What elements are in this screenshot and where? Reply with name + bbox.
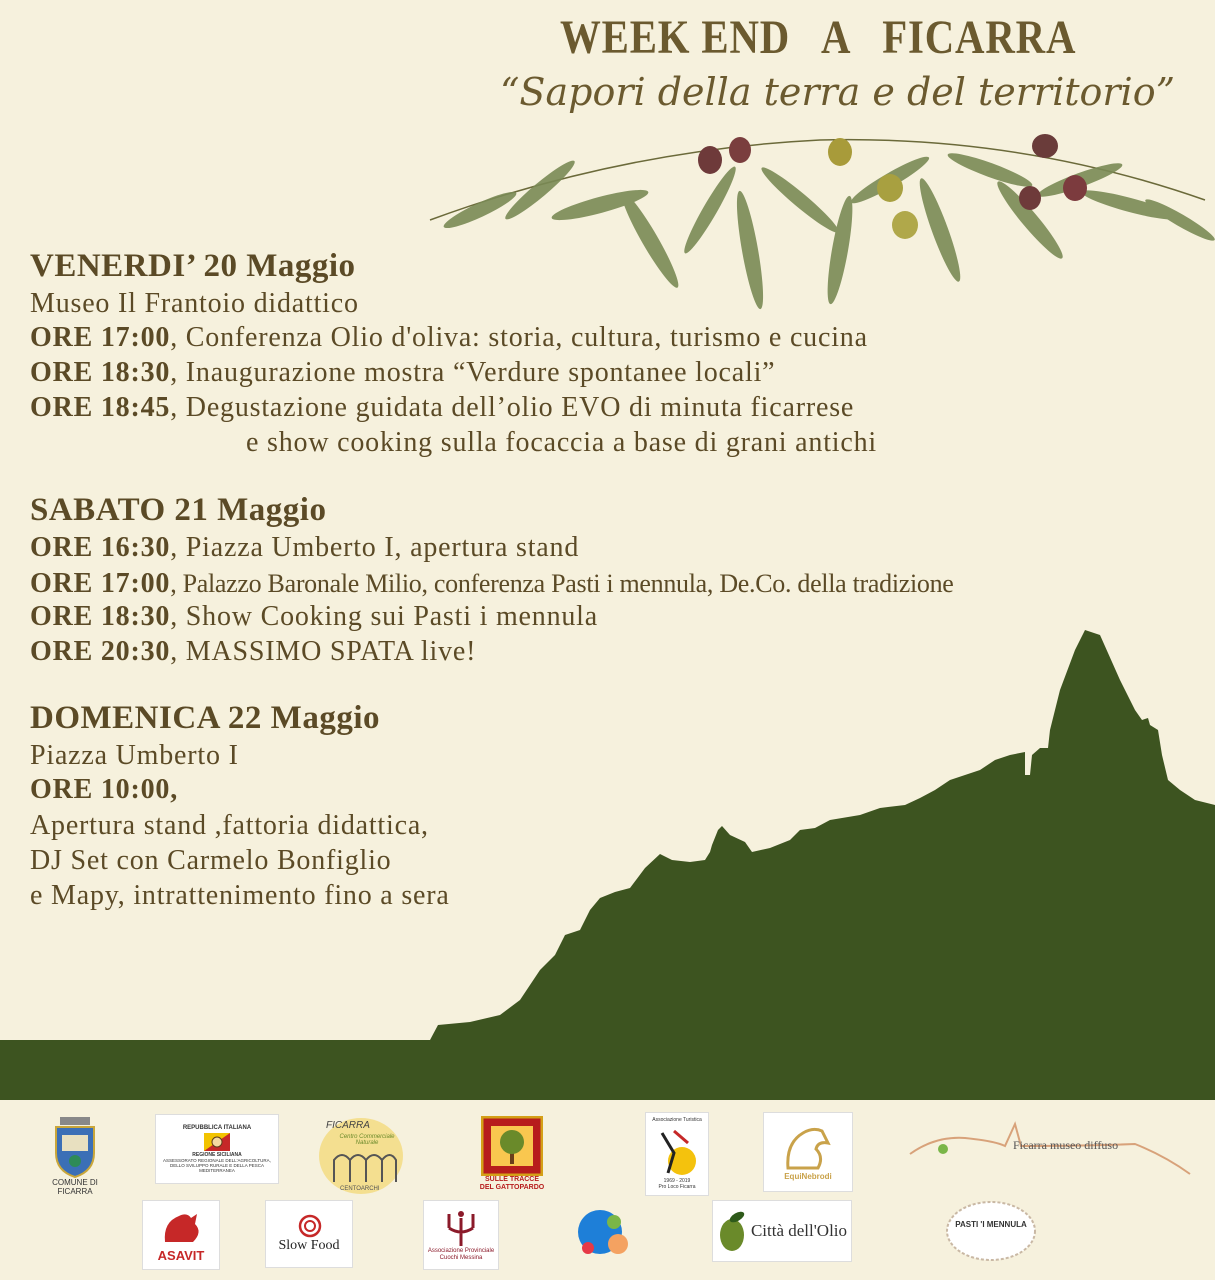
schedule-line: DJ Set con Carmelo Bonfiglio bbox=[30, 845, 392, 876]
ficarra-museo-diffuso-logo: Ficarra museo diffuso bbox=[905, 1116, 1195, 1176]
schedule-line: ORE 16:30, Piazza Umberto I, apertura stand bbox=[30, 532, 580, 563]
event-title: WEEK END A FICARRA bbox=[560, 11, 1077, 64]
ccn-centoarchi-logo: FICARRA Centro Commerciale Naturale CENTOARCHI bbox=[318, 1114, 404, 1196]
day-title-venerdi: VENERDI’ 20 Maggio bbox=[30, 248, 356, 284]
schedule-line: ORE 17:00, Palazzo Baronale Milio, conferenza Pasti i mennula, De.Co. della tradizione bbox=[30, 568, 954, 599]
pasti-mennula-logo: PASTI 'I MENNULA bbox=[945, 1200, 1037, 1262]
schedule-line: ORE 18:30, Inaugurazione mostra “Verdure spontanee locali” bbox=[30, 357, 776, 388]
venue-line: Museo Il Frantoio didattico bbox=[30, 288, 359, 319]
pro-loco-logo: Associazione Turistica 1969 - 2019 Pro Loco Ficarra bbox=[645, 1112, 709, 1196]
olive-branch-icon bbox=[420, 110, 1215, 320]
citta-olio-logo: Città dell'Olio bbox=[712, 1200, 852, 1262]
schedule-line: e Mapy, intrattenimento fino a sera bbox=[30, 880, 450, 911]
tree-emblem-icon bbox=[481, 1116, 543, 1176]
rooster-icon bbox=[157, 1208, 205, 1248]
horse-head-icon bbox=[778, 1123, 838, 1173]
day-title-domenica: DOMENICA 22 Maggio bbox=[30, 700, 380, 736]
day-title-sabato: SABATO 21 Maggio bbox=[30, 492, 327, 528]
equinebrodi-logo: EquiNebrodi bbox=[763, 1112, 853, 1192]
asavit-logo: ASAVIT bbox=[142, 1200, 220, 1270]
badge-icon bbox=[945, 1200, 1037, 1262]
schedule-line: ORE 17:00, Conferenza Olio d'oliva: storia, cultura, turismo e cucina bbox=[30, 322, 868, 353]
slow-food-logo: Slow Food bbox=[265, 1200, 353, 1268]
schedule-line: ORE 10:00, bbox=[30, 774, 178, 805]
gattopardo-logo: SULLE TRACCE DEL GATTOPARDO bbox=[478, 1114, 546, 1194]
event-subtitle: “Sapori della terra e del territorio” bbox=[500, 70, 1176, 114]
venue-line: Piazza Umberto I bbox=[30, 740, 239, 771]
schedule-line: ORE 20:30, MASSIMO SPATA live! bbox=[30, 636, 477, 667]
knight-sun-icon bbox=[652, 1123, 702, 1179]
regione-siciliana-logo: REPUBBLICA ITALIANA REGIONE SICILIANA ASSESSORATO REGIONALE DELL'AGRICOLTURA, DELLO SVILUPPO RURALE E DELLA PESCA MEDITERRANEA bbox=[155, 1114, 279, 1184]
schedule-line: ORE 18:30, Show Cooking sui Pasti i mennula bbox=[30, 601, 598, 632]
schedule-line: Apertura stand ,fattoria didattica, bbox=[30, 810, 429, 841]
sponsor-logos bbox=[0, 1100, 1215, 1280]
cuochi-messina-logo: Associazione Provinciale Cuochi Messina bbox=[423, 1200, 499, 1270]
coat-of-arms-icon bbox=[50, 1113, 100, 1179]
schedule-line: e show cooking sulla focaccia a base di grani antichi bbox=[246, 427, 877, 458]
trident-icon bbox=[439, 1208, 483, 1248]
snail-icon bbox=[296, 1214, 322, 1238]
olive-icon bbox=[717, 1209, 747, 1253]
comune-ficarra-logo: COMUNE DI FICARRA bbox=[35, 1112, 115, 1198]
circle-logo bbox=[574, 1204, 634, 1264]
colored-circles-icon bbox=[574, 1204, 634, 1264]
schedule-line: ORE 18:45, Degustazione guidata dell’olio EVO di minuta ficarrese bbox=[30, 392, 855, 423]
trinacria-icon bbox=[202, 1131, 232, 1153]
